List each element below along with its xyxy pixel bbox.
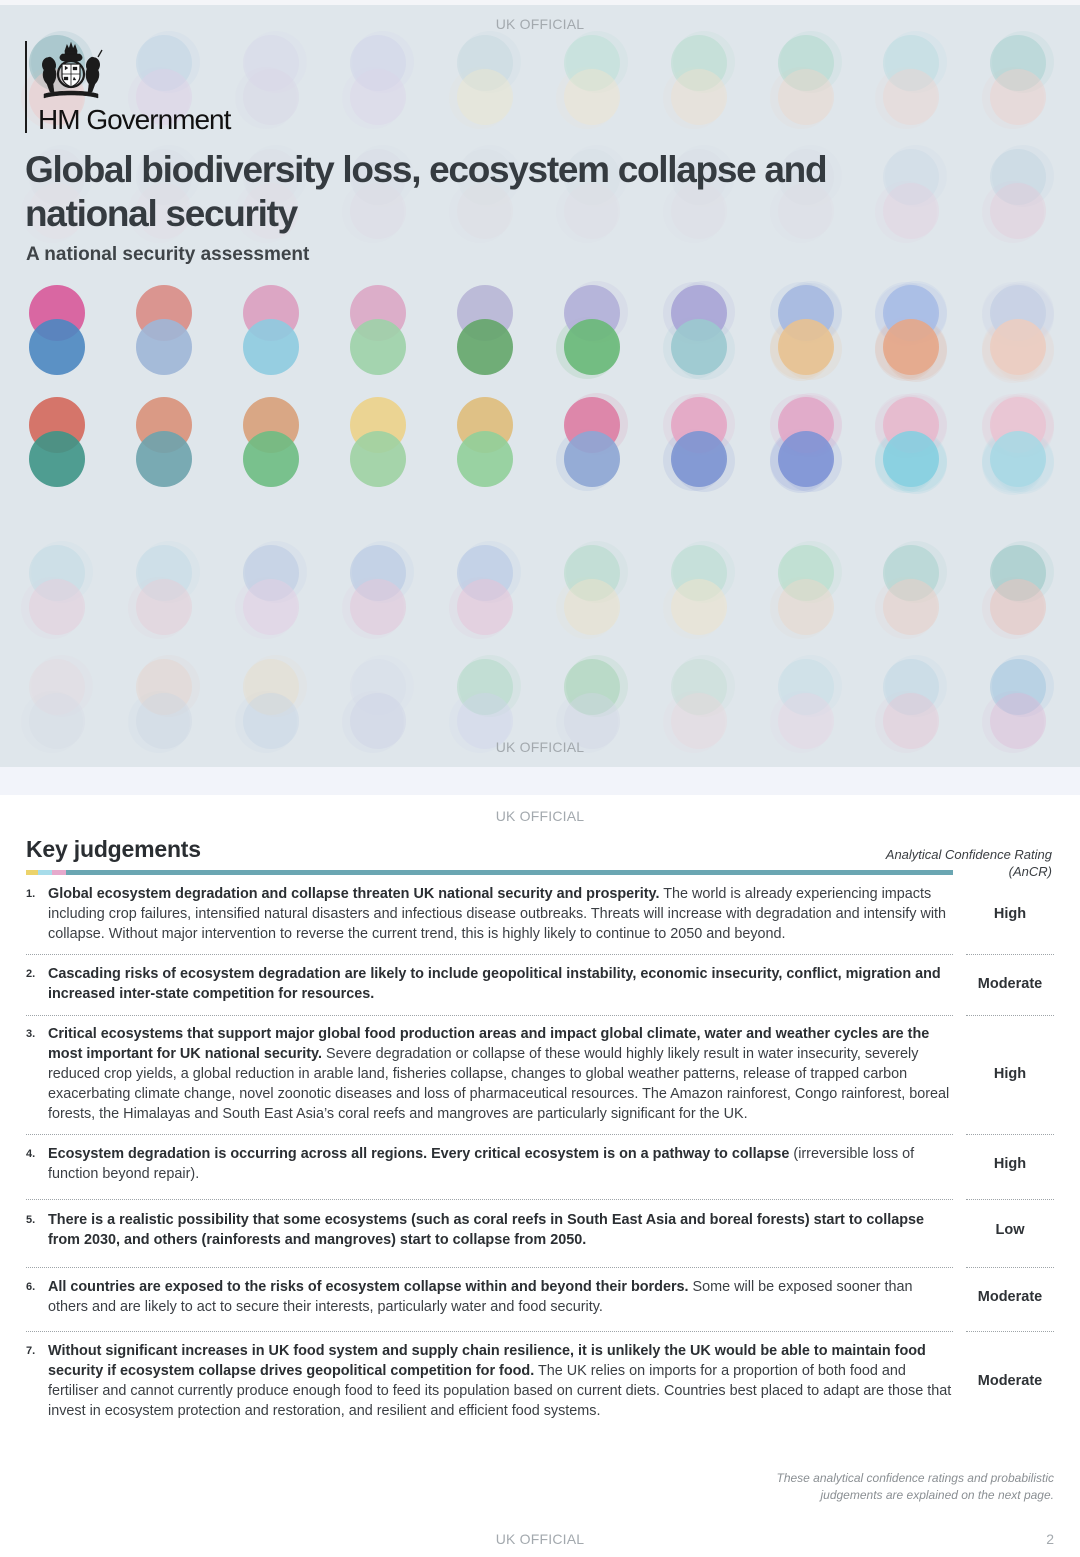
decorative-dot (29, 431, 85, 487)
judgement-row (26, 1337, 1054, 1425)
decorative-dot (457, 579, 513, 635)
judgement-text (26, 1341, 953, 1421)
page-divider (0, 767, 1080, 795)
decorative-dot (671, 431, 727, 487)
rating-footnote: These analytical confidence ratings and probabilistic judgements are explained on the next page. (776, 1471, 1054, 1502)
decorative-dot (883, 431, 939, 487)
document-subtitle: A national security assessment (26, 244, 310, 265)
judgement-row (26, 1021, 1054, 1127)
judgement-text (26, 1210, 953, 1250)
classification-marking-top: UK OFFICIAL (495, 808, 585, 824)
judgement-headline: Ecosystem degradation is occurring across all regions. Every critical ecosystem is on a pathway to collapse (48, 1146, 790, 1162)
judgement-text (26, 884, 953, 944)
decorative-dot (243, 319, 299, 375)
decorative-dot (564, 319, 620, 375)
judgement-row (26, 1273, 1054, 1321)
decorative-dot (564, 579, 620, 635)
heading-rule (26, 870, 953, 875)
judgement-detail: (irreversible loss of function beyond repair). (48, 1146, 915, 1182)
decorative-dot (243, 431, 299, 487)
judgement-row (26, 881, 1054, 947)
confidence-rating: High (993, 1156, 1027, 1172)
decorative-dot (883, 319, 939, 375)
decorative-dot (990, 431, 1046, 487)
decorative-dot (778, 319, 834, 375)
judgement-headline: All countries are exposed to the risks of ecosystem collapse within and beyond their borders. (48, 1279, 689, 1295)
confidence-rating: Moderate (977, 1373, 1043, 1389)
section-heading: Key judgements (26, 836, 201, 862)
decorative-dot (350, 69, 406, 125)
decorative-dot (778, 431, 834, 487)
brand-name: HM Government (38, 104, 231, 135)
classification-marking-bottom: UK OFFICIAL (495, 1531, 585, 1547)
decorative-dot (350, 319, 406, 375)
judgement-headline: Global ecosystem degradation and collapse threaten UK national security and prosperity. (48, 886, 660, 902)
page-number: 2 (1046, 1531, 1054, 1547)
row-separator (26, 1199, 1054, 1200)
judgement-number: 4. (26, 1148, 36, 1160)
confidence-rating: Moderate (977, 1289, 1043, 1305)
confidence-rating-column-header: Analytical Confidence Rating (AnCR) (885, 847, 1052, 879)
decorative-dot (457, 69, 513, 125)
row-separator (26, 1134, 1054, 1135)
judgement-number: 6. (26, 1281, 36, 1293)
classification-marking-bottom: UK OFFICIAL (495, 739, 585, 755)
judgement-number: 2. (26, 968, 36, 980)
row-separator (26, 1267, 1054, 1268)
confidence-rating: High (993, 906, 1027, 922)
key-judgements-page (0, 795, 1080, 1557)
decorative-dot (243, 69, 299, 125)
judgement-number: 1. (26, 888, 36, 900)
cover-page (0, 5, 1080, 767)
row-separator (26, 1331, 1054, 1332)
decorative-dot (990, 69, 1046, 125)
decorative-dot (778, 69, 834, 125)
row-separator (26, 954, 1054, 955)
hm-government-logo (25, 41, 230, 133)
judgement-detail: Severe degradation or collapse of these would highly likely result in water insecurity, severely reduced crop yields, a global reduction in arable land, fisheries collapse, changes to global weather patterns, release of trapped carbon exacerbating climate change, novel zoonotic diseases and loss of pharmaceutical resources. The Amazon rainforest, Congo rainforest, boreal forests, the Himalayas and South East Asia’s coral reefs and mangroves are particularly significant for the UK. (48, 1046, 950, 1122)
decorative-dot (29, 319, 85, 375)
decorative-dot (29, 579, 85, 635)
decorative-dot (778, 579, 834, 635)
judgement-headline: Cascading risks of ecosystem degradation are likely to include geopolitical instability, economic insecurity, conflict, migration and increased inter-state competition for resources. (48, 966, 941, 1002)
decorative-dot (883, 69, 939, 125)
judgement-number: 3. (26, 1028, 36, 1040)
decorative-dot (136, 319, 192, 375)
confidence-rating: Moderate (977, 976, 1043, 992)
decorative-dot (671, 319, 727, 375)
decorative-dot (564, 69, 620, 125)
decorative-dot (457, 431, 513, 487)
decorative-dot (243, 579, 299, 635)
judgement-row (26, 1140, 1054, 1188)
decorative-dot (671, 69, 727, 125)
judgement-headline: Critical ecosystems that support major global food production areas and impact global climate, water and weather cycles are the most important for UK national security. (48, 1026, 930, 1062)
classification-marking-top: UK OFFICIAL (495, 16, 585, 32)
judgement-number: 5. (26, 1214, 36, 1226)
confidence-rating: High (993, 1066, 1027, 1082)
decorative-dot (671, 579, 727, 635)
judgement-headline: Without significant increases in UK food system and supply chain resilience, it is unlikely the UK would be able to maintain food security if ecosystem collapse drives geopolitical competition for food. (48, 1343, 926, 1379)
document-title: Global biodiversity loss, ecosystem collapse and national security (25, 149, 827, 234)
decorative-dot (136, 431, 192, 487)
judgement-detail: The UK relies on imports for a proportion of both food and fertiliser and cannot currently produce enough food to feed its population based on current diets. Countries best placed to adapt are those that invest in ecosystem protection and restoration, and resilient and efficient food systems. (48, 1363, 952, 1419)
decorative-dot (990, 319, 1046, 375)
judgement-text (26, 1277, 953, 1317)
judgement-text (26, 1144, 953, 1184)
judgement-number: 7. (26, 1345, 36, 1357)
confidence-rating: Low (995, 1222, 1025, 1238)
decorative-dot (350, 579, 406, 635)
decorative-dot (457, 319, 513, 375)
decorative-dot (990, 183, 1046, 239)
decorative-dot (883, 579, 939, 635)
decorative-dot (136, 579, 192, 635)
row-separator (26, 1015, 1054, 1016)
judgement-headline: There is a realistic possibility that some ecosystems (such as coral reefs in South East Asia and boreal forests) start to collapse from 2030, and others (rainforests and mangroves) start to collapse from 2050. (48, 1212, 925, 1248)
judgement-text (26, 964, 953, 1004)
judgement-row (26, 1205, 1054, 1255)
decorative-dot (990, 579, 1046, 635)
royal-coat-of-arms-icon (38, 42, 104, 100)
judgement-detail: The world is already experiencing impacts including crop failures, intensified natural disasters and infectious disease outbreaks. Threats will increase with degradation and intensify with collapse. Without major intervention to reverse the current trend, this is highly likely to continue to 2050 and beyond. (48, 886, 947, 942)
judgement-text (26, 1024, 953, 1124)
judgement-detail: Some will be exposed sooner than others and are likely to act to secure their interests, particularly water and food security. (48, 1279, 913, 1315)
judgement-row (26, 960, 1054, 1008)
decorative-dot (350, 431, 406, 487)
decorative-dot (564, 431, 620, 487)
key-judgements-list (26, 881, 1054, 1425)
